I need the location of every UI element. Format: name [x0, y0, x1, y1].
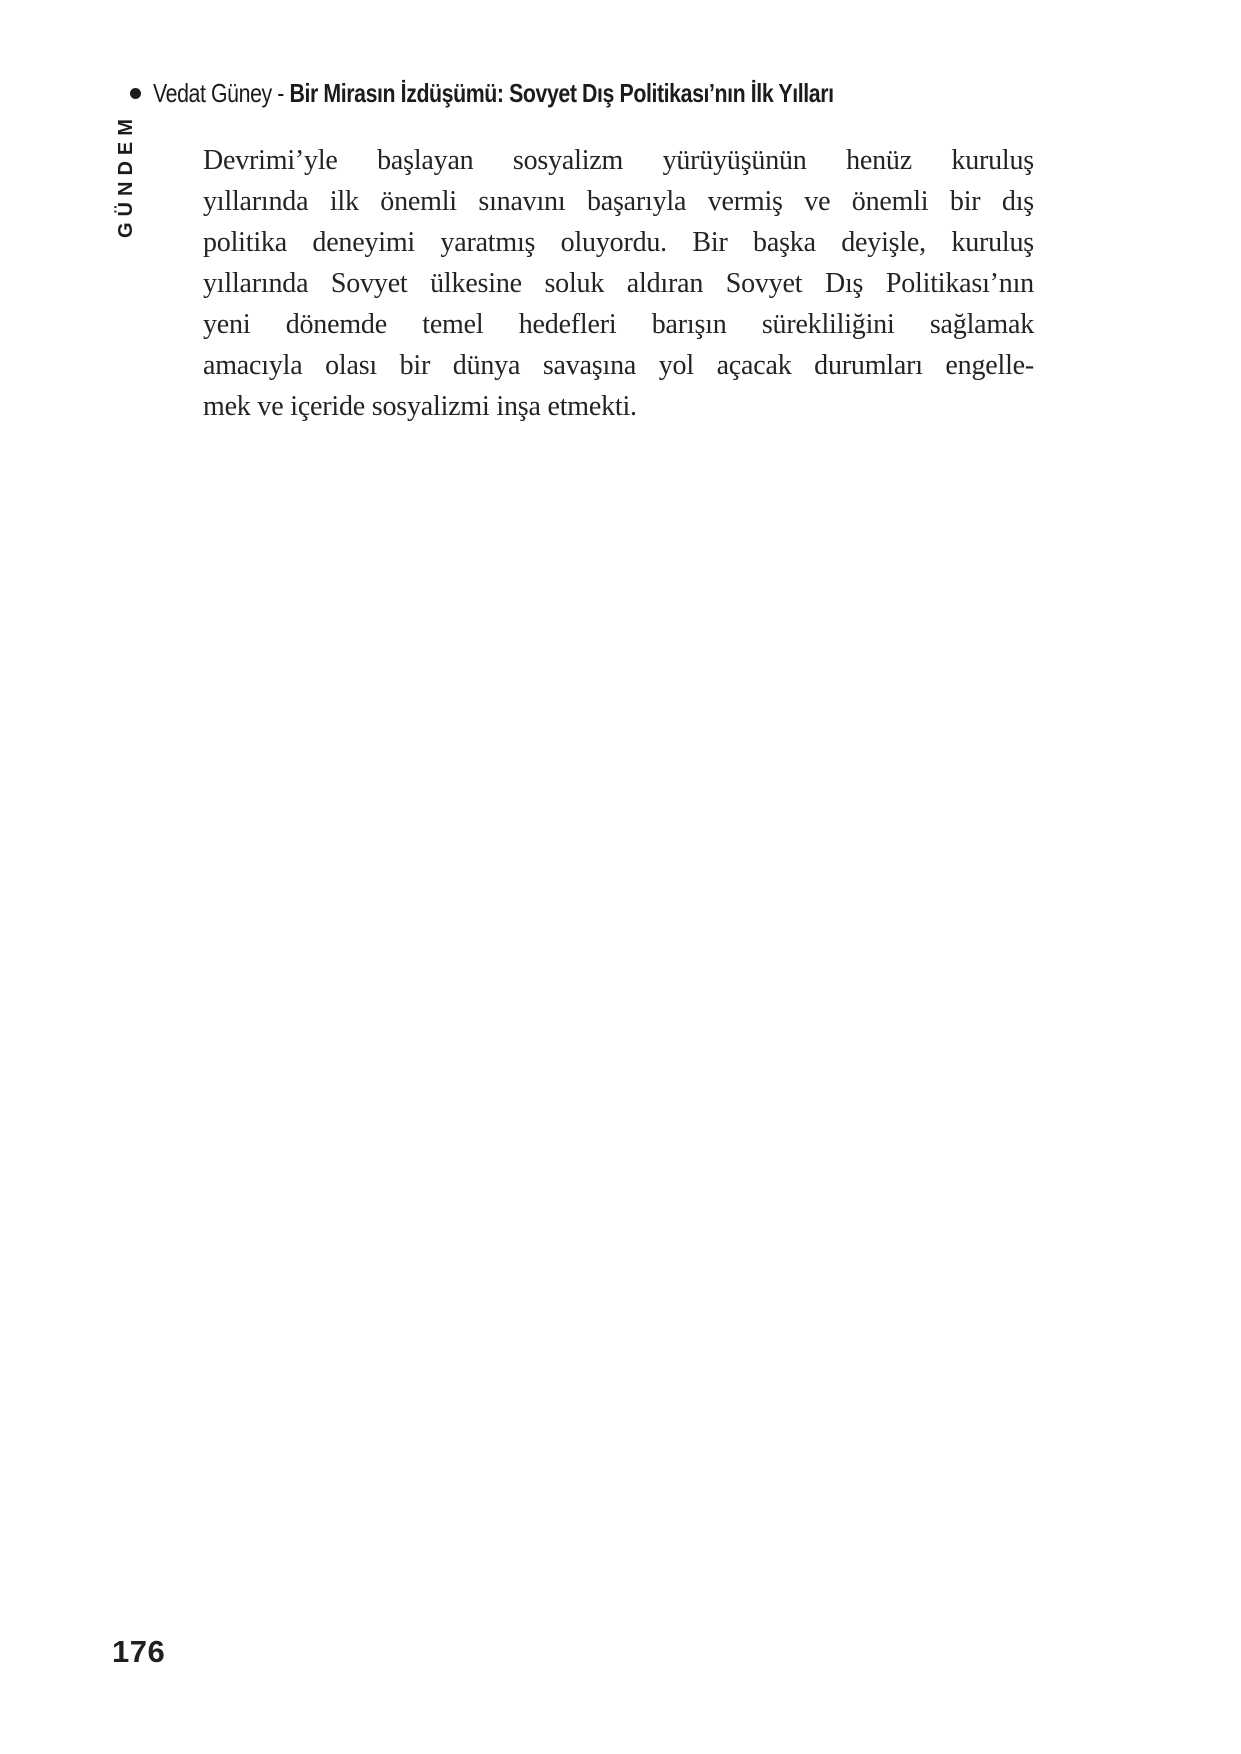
running-header-text	[153, 80, 834, 106]
body-line: yıllarında ilk önemli sınavını başarıyla vermiş ve önemli bir dış	[203, 186, 1034, 217]
body-paragraph	[203, 140, 1034, 427]
body-line: mek ve içeride sosyalizmi inşa etmekti.	[203, 391, 637, 422]
body-line: amacıyla olası bir dünya savaşına yol açacak durumları engelle-	[203, 350, 1034, 381]
header-article-title: Bir Mirasın İzdüşümü: Sovyet Dış Politikası’nın İlk Yılları	[289, 78, 834, 108]
section-label-gundem: GÜNDEM	[115, 113, 137, 238]
running-header	[130, 80, 983, 106]
page-number: 176	[112, 1634, 166, 1669]
header-author: Vedat Güney -	[153, 78, 290, 108]
bullet-icon	[130, 88, 141, 99]
body-line: Devrimi’yle başlayan sosyalizm yürüyüşünün henüz kuruluş	[203, 145, 1034, 176]
body-line: yıllarında Sovyet ülkesine soluk aldıran Sovyet Dış Politikası’nın	[203, 268, 1034, 299]
body-line: politika deneyimi yaratmış oluyordu. Bir başka deyişle, kuruluş	[203, 227, 1034, 258]
body-line: yeni dönemde temel hedefleri barışın sürekliliğini sağlamak	[203, 309, 1034, 340]
